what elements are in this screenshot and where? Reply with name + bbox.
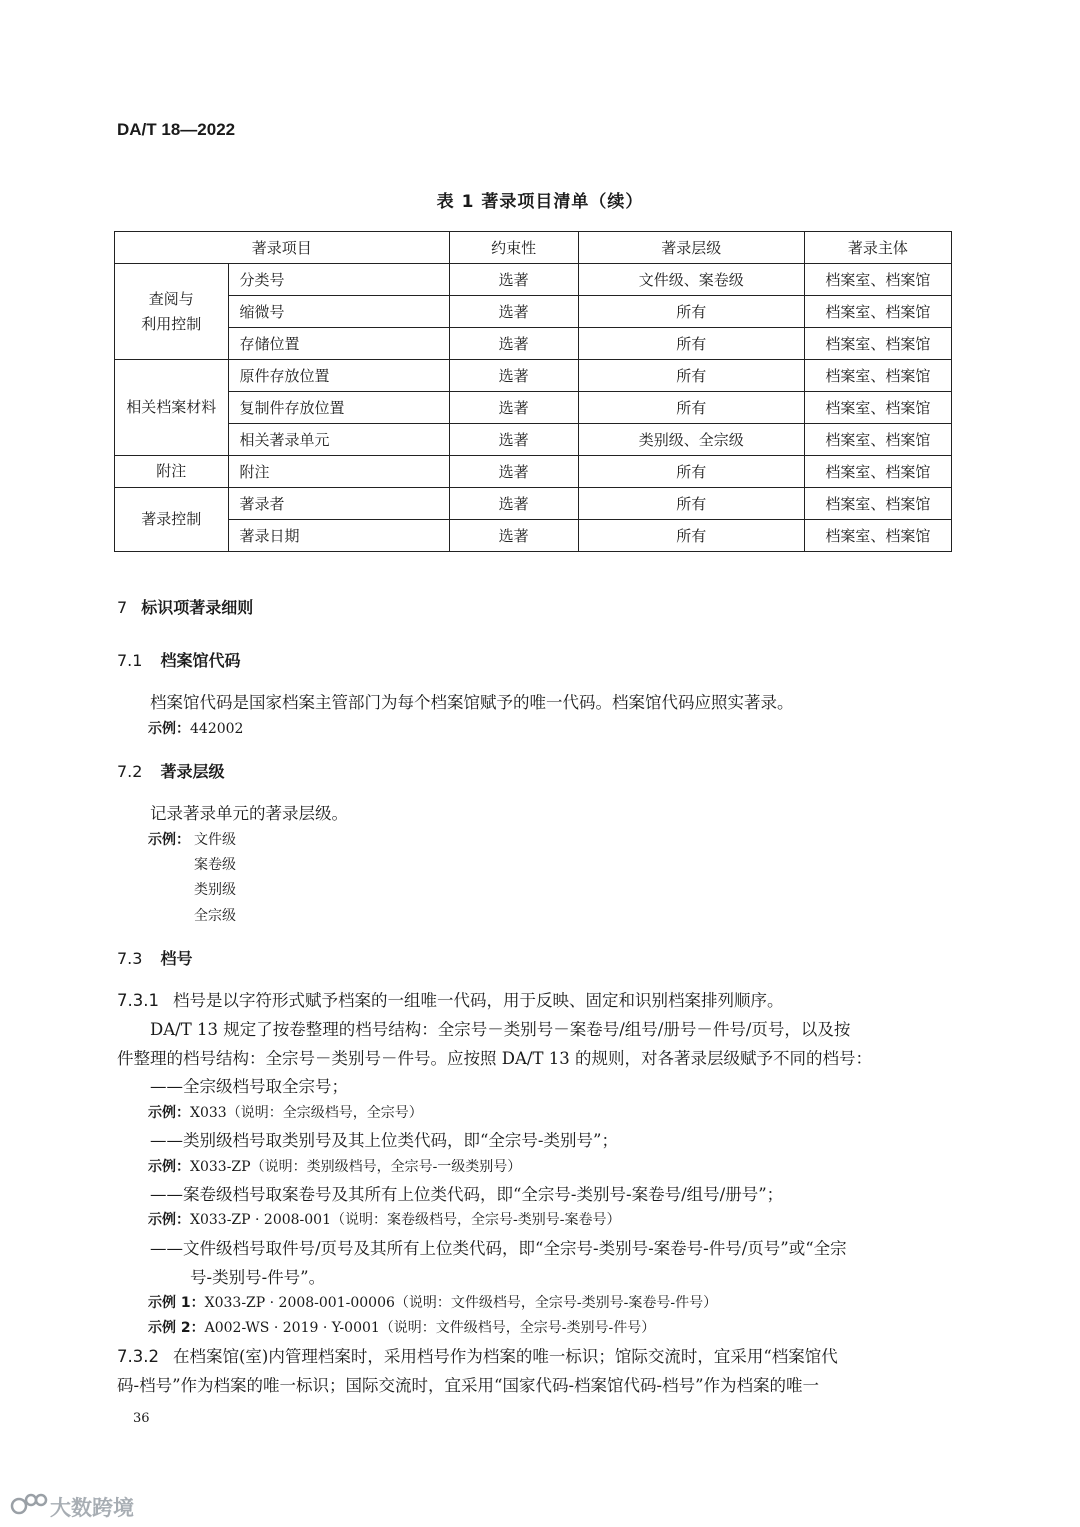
item-cell: 著录日期 (228, 520, 449, 552)
subject-cell: 档案室、档案馆 (804, 424, 951, 456)
header-level: 著录层级 (578, 232, 804, 264)
example-value: X033-ZP · 2008-001（说明：案卷级档号，全宗号-类别号-案卷号） (190, 1212, 621, 1228)
table-header-row (115, 232, 952, 264)
example-label: 示例： (148, 1159, 190, 1175)
item-cell: 附注 (228, 456, 449, 488)
level-cell: 所有 (578, 488, 804, 520)
clause-number: 7.3.2 (117, 1347, 159, 1366)
example-value: 文件级 (194, 832, 236, 848)
level-cell: 所有 (578, 328, 804, 360)
example-value: X033-ZP · 2008-001-00006（说明：文件级档号，全宗号-类别号-案卷号-件号） (204, 1295, 718, 1311)
example-label: 示例： (148, 721, 190, 737)
example-value: 案卷级 (194, 857, 236, 873)
constraint-cell: 选著 (449, 392, 578, 424)
example-label: 示例： (148, 1105, 190, 1121)
example-7-2-label (148, 829, 190, 849)
example-label: 示例： (148, 1212, 190, 1228)
clause-number: 7.3.1 (117, 991, 159, 1010)
example-label: 示例 2： (148, 1320, 205, 1336)
paragraph-line: DA/T 13 规定了按卷整理的档号结构：全宗号－类别号－案卷号/组号/册号－件号/页号，以及按 (150, 1020, 851, 1039)
level-cell: 所有 (578, 520, 804, 552)
item-cell: 原件存放位置 (228, 360, 449, 392)
section-title: 档号 (160, 949, 193, 968)
category-cell: 相关档案材料 (115, 360, 229, 456)
example-line (148, 1317, 655, 1337)
dash-item: ——类别级档号取类别号及其上位类代码，即“全宗号-类别号”； (150, 1131, 618, 1150)
catalog-items-table (114, 231, 952, 552)
watermark-logo-icon (10, 1490, 50, 1520)
section-number: 7.2 (117, 762, 143, 781)
level-cell: 所有 (578, 456, 804, 488)
table-row (115, 264, 952, 296)
section-7-heading (117, 595, 253, 618)
table-row (115, 456, 952, 488)
example-line (148, 1156, 521, 1176)
table-row (115, 296, 952, 328)
item-cell: 相关著录单元 (228, 424, 449, 456)
example-value: 442002 (190, 721, 244, 737)
subject-cell: 档案室、档案馆 (804, 456, 951, 488)
dash-item: ——全宗级档号取全宗号； (150, 1077, 348, 1096)
constraint-cell: 选著 (449, 264, 578, 296)
category-cell: 查阅与 利用控制 (115, 264, 229, 360)
clause-7-3-2 (117, 1343, 838, 1367)
subject-cell: 档案室、档案馆 (804, 488, 951, 520)
section-7-1-heading (117, 648, 240, 671)
example-7-1 (148, 718, 243, 738)
example-value: X033-ZP（说明：类别级档号，全宗号-一级类别号） (190, 1159, 522, 1175)
table-row (115, 488, 952, 520)
constraint-cell: 选著 (449, 328, 578, 360)
example-line (148, 1292, 717, 1312)
watermark-text: 大数跨境 (50, 1496, 134, 1520)
subject-cell: 档案室、档案馆 (804, 296, 951, 328)
constraint-cell: 选著 (449, 296, 578, 328)
example-label: 示例 1： (148, 1295, 205, 1311)
page-number: 36 (133, 1411, 150, 1426)
table-row (115, 520, 952, 552)
header-subject: 著录主体 (804, 232, 951, 264)
subject-cell: 档案室、档案馆 (804, 360, 951, 392)
section-7-1-text: 档案馆代码是国家档案主管部门为每个档案馆赋予的唯一代码。档案馆代码应照实著录。 (150, 693, 794, 712)
subject-cell: 档案室、档案馆 (804, 264, 951, 296)
dash-item: ——文件级档号取件号/页号及其所有上位类代码，即“全宗号-类别号-案卷号-件号/页号”或“全宗 (150, 1239, 847, 1258)
dash-item: ——案卷级档号取案卷号及其所有上位类代码，即“全宗号-类别号-案卷号/组号/册号”； (150, 1185, 784, 1204)
example-line (148, 1102, 423, 1122)
table-row (115, 328, 952, 360)
section-title: 标识项著录细则 (141, 598, 254, 617)
paragraph-line: 码-档号”作为档案的唯一标识；国际交流时，宜采用“国家代码-档案馆代码-档号”作为档案的唯一 (117, 1376, 820, 1395)
subject-cell: 档案室、档案馆 (804, 520, 951, 552)
section-number: 7.1 (117, 651, 143, 670)
item-cell: 分类号 (228, 264, 449, 296)
example-value: A002-WS · 2019 · Y-0001（说明：文件级档号，全宗号-类别号-件号） (204, 1320, 656, 1336)
dash-item-continued: 号-类别号-件号”。 (190, 1268, 326, 1287)
constraint-cell: 选著 (449, 360, 578, 392)
table-row (115, 360, 952, 392)
subject-cell: 档案室、档案馆 (804, 328, 951, 360)
category-cell: 著录控制 (115, 488, 229, 552)
section-title: 档案馆代码 (160, 651, 241, 670)
constraint-cell: 选著 (449, 456, 578, 488)
clause-text: 档号是以字符形式赋予档案的一组唯一代码，用于反映、固定和识别档案排列顺序。 (172, 991, 784, 1010)
item-cell: 著录者 (228, 488, 449, 520)
example-line (148, 1209, 620, 1229)
constraint-cell: 选著 (449, 488, 578, 520)
clause-7-3-1 (117, 987, 783, 1011)
table-row (115, 424, 952, 456)
table-caption: 表 1 著录项目清单（续） (436, 192, 644, 212)
level-cell: 所有 (578, 360, 804, 392)
section-number: 7.3 (117, 949, 143, 968)
section-title: 著录层级 (160, 762, 225, 781)
header-constraint: 约束性 (449, 232, 578, 264)
watermark (10, 1490, 150, 1520)
constraint-cell: 选著 (449, 520, 578, 552)
section-number: 7 (117, 598, 128, 617)
clause-text: 在档案馆(室)内管理档案时，采用档号作为档案的唯一标识；馆际交流时，宜采用“档案馆代 (172, 1347, 838, 1366)
paragraph-line: 件整理的档号结构：全宗号－类别号－件号。应按照 DA/T 13 的规则，对各著录层级赋予不同的档号： (117, 1049, 872, 1068)
section-7-3-heading (117, 946, 192, 969)
header-item: 著录项目 (115, 232, 450, 264)
document-code: DA/T 18—2022 (117, 120, 236, 139)
level-cell: 文件级、案卷级 (578, 264, 804, 296)
level-cell: 所有 (578, 392, 804, 424)
item-cell: 复制件存放位置 (228, 392, 449, 424)
item-cell: 存储位置 (228, 328, 449, 360)
level-cell: 类别级、全宗级 (578, 424, 804, 456)
level-cell: 所有 (578, 296, 804, 328)
category-cell: 附注 (115, 456, 229, 488)
constraint-cell: 选著 (449, 424, 578, 456)
example-value: 全宗级 (194, 908, 236, 924)
example-label: 示例： (148, 832, 190, 848)
table-row (115, 392, 952, 424)
example-value: X033（说明：全宗级档号，全宗号） (190, 1105, 423, 1121)
subject-cell: 档案室、档案馆 (804, 392, 951, 424)
example-value: 类别级 (194, 882, 236, 898)
section-7-2-heading (117, 759, 224, 782)
section-7-2-text: 记录著录单元的著录层级。 (150, 804, 348, 823)
item-cell: 缩微号 (228, 296, 449, 328)
